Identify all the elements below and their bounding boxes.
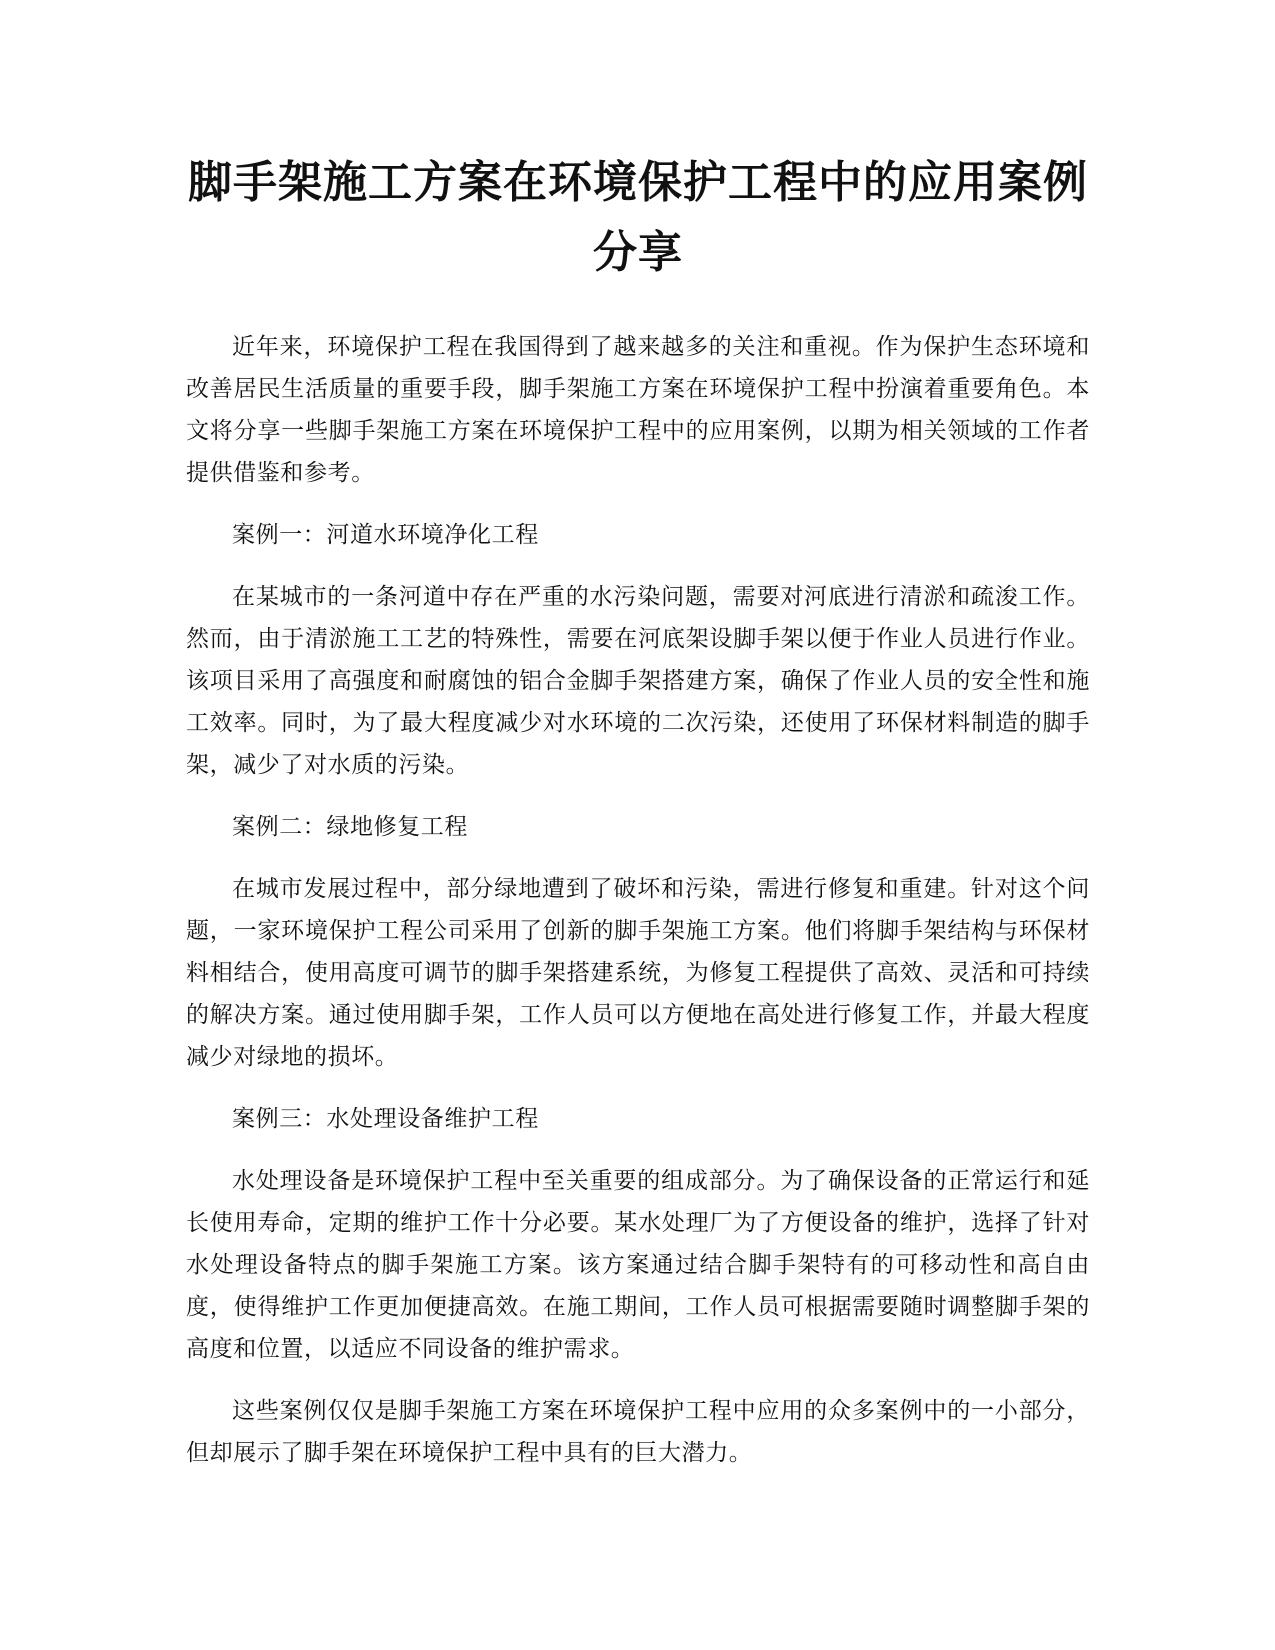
case-1-heading: 案例一：河道水环境净化工程 [232,522,539,548]
intro-paragraph: 近年来，环境保护工程在我国得到了越来越多的关注和重视。作为保护生态环境和改善居民生活质量的重要手段，脚手架施工方案在环境保护工程中扮演着重要角色。本文将分享一些脚手架施工方案在环境保护工程中的应用案例，以期为相关领域的工作者提供借鉴和参考。 [186,334,1090,486]
case-3-body: 水处理设备是环境保护工程中至关重要的组成部分。为了确保设备的正常运行和延长使用寿命，定期的维护工作十分必要。某水处理厂为了方便设备的维护，选择了针对水处理设备特点的脚手架施工方案。该方案通过结合脚手架特有的可移动性和高自由度，使得维护工作更加便捷高效。在施工期间，工作人员可根据需要随时调整脚手架的高度和位置，以适应不同设备的维护需求。 [186,1168,1090,1362]
document-page [186,148,1090,1494]
conclusion-paragraph: 这些案例仅仅是脚手架施工方案在环境保护工程中应用的众多案例中的一小部分，但却展示了脚手架在环境保护工程中具有的巨大潜力。 [186,1398,1090,1466]
document-title: 脚手架施工方案在环境保护工程中的应用案例分享 [188,157,1088,278]
case-2-heading: 案例二：绿地修复工程 [232,814,468,840]
case-3-heading: 案例三：水处理设备维护工程 [232,1106,539,1132]
case-1-body: 在某城市的一条河道中存在严重的水污染问题，需要对河底进行清淤和疏浚工作。然而，由于清淤施工工艺的特殊性，需要在河底架设脚手架以便于作业人员进行作业。该项目采用了高强度和耐腐蚀的铝合金脚手架搭建方案，确保了作业人员的安全性和施工效率。同时，为了最大程度减少对水环境的二次污染，还使用了环保材料制造的脚手架，减少了对水质的污染。 [186,584,1090,778]
case-2-body: 在城市发展过程中，部分绿地遭到了破坏和污染，需进行修复和重建。针对这个问题，一家环境保护工程公司采用了创新的脚手架施工方案。他们将脚手架结构与环保材料相结合，使用高度可调节的脚手架搭建系统，为修复工程提供了高效、灵活和可持续的解决方案。通过使用脚手架，工作人员可以方便地在高处进行修复工作，并最大程度减少对绿地的损坏。 [186,876,1090,1070]
